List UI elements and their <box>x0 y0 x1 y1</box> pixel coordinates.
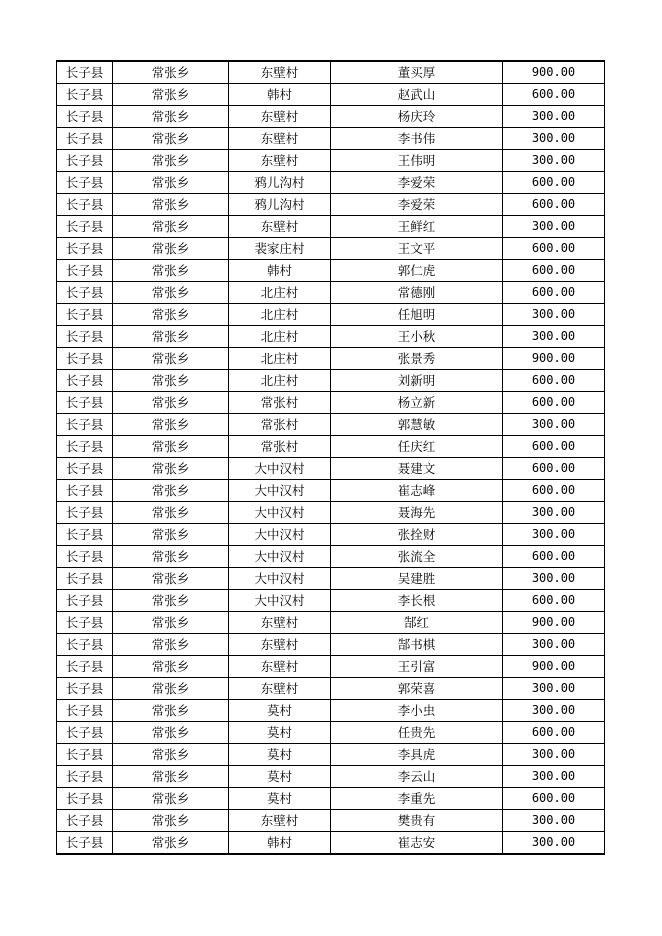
amount-cell: 600.00 <box>503 788 605 810</box>
name-cell: 郜红 <box>331 612 503 634</box>
name-cell: 李长根 <box>331 590 503 612</box>
village-cell: 大中汉村 <box>229 502 331 524</box>
county-cell: 长子县 <box>57 590 113 612</box>
amount-cell: 900.00 <box>503 61 605 84</box>
table-row <box>57 216 605 238</box>
county-cell: 长子县 <box>57 61 113 84</box>
township-cell: 常张乡 <box>113 502 229 524</box>
table-row <box>57 194 605 216</box>
table-row <box>57 810 605 832</box>
name-cell: 聂海先 <box>331 502 503 524</box>
table-row <box>57 722 605 744</box>
village-cell: 莫村 <box>229 788 331 810</box>
county-cell: 长子县 <box>57 282 113 304</box>
name-cell: 王文平 <box>331 238 503 260</box>
township-cell: 常张乡 <box>113 722 229 744</box>
table-row <box>57 678 605 700</box>
table-row <box>57 480 605 502</box>
village-cell: 大中汉村 <box>229 568 331 590</box>
name-cell: 郭慧敏 <box>331 414 503 436</box>
amount-cell: 300.00 <box>503 524 605 546</box>
township-cell: 常张乡 <box>113 568 229 590</box>
village-cell: 裴家庄村 <box>229 238 331 260</box>
township-cell: 常张乡 <box>113 832 229 855</box>
county-cell: 长子县 <box>57 326 113 348</box>
township-cell: 常张乡 <box>113 194 229 216</box>
amount-cell: 300.00 <box>503 326 605 348</box>
village-cell: 北庄村 <box>229 304 331 326</box>
village-cell: 东壁村 <box>229 612 331 634</box>
table-row <box>57 832 605 855</box>
village-cell: 莫村 <box>229 700 331 722</box>
village-cell: 东壁村 <box>229 150 331 172</box>
county-cell: 长子县 <box>57 568 113 590</box>
amount-cell: 600.00 <box>503 260 605 282</box>
amount-cell: 600.00 <box>503 194 605 216</box>
village-cell: 大中汉村 <box>229 480 331 502</box>
amount-cell: 300.00 <box>503 634 605 656</box>
village-cell: 东壁村 <box>229 106 331 128</box>
township-cell: 常张乡 <box>113 106 229 128</box>
township-cell: 常张乡 <box>113 326 229 348</box>
name-cell: 张流全 <box>331 546 503 568</box>
county-cell: 长子县 <box>57 150 113 172</box>
township-cell: 常张乡 <box>113 612 229 634</box>
table-row <box>57 392 605 414</box>
name-cell: 聂建文 <box>331 458 503 480</box>
amount-cell: 300.00 <box>503 502 605 524</box>
township-cell: 常张乡 <box>113 348 229 370</box>
name-cell: 吴建胜 <box>331 568 503 590</box>
township-cell: 常张乡 <box>113 216 229 238</box>
county-cell: 长子县 <box>57 524 113 546</box>
name-cell: 张拴财 <box>331 524 503 546</box>
county-cell: 长子县 <box>57 436 113 458</box>
table-row <box>57 128 605 150</box>
county-cell: 长子县 <box>57 304 113 326</box>
name-cell: 李书伟 <box>331 128 503 150</box>
township-cell: 常张乡 <box>113 61 229 84</box>
table-row <box>57 326 605 348</box>
township-cell: 常张乡 <box>113 480 229 502</box>
village-cell: 东壁村 <box>229 216 331 238</box>
table-row <box>57 590 605 612</box>
village-cell: 大中汉村 <box>229 524 331 546</box>
table-row <box>57 348 605 370</box>
amount-cell: 600.00 <box>503 480 605 502</box>
village-cell: 大中汉村 <box>229 546 331 568</box>
name-cell: 张景秀 <box>331 348 503 370</box>
township-cell: 常张乡 <box>113 678 229 700</box>
village-cell: 东壁村 <box>229 656 331 678</box>
township-cell: 常张乡 <box>113 436 229 458</box>
county-cell: 长子县 <box>57 612 113 634</box>
name-cell: 李具虎 <box>331 744 503 766</box>
township-cell: 常张乡 <box>113 458 229 480</box>
county-cell: 长子县 <box>57 832 113 855</box>
village-cell: 常张村 <box>229 436 331 458</box>
village-cell: 北庄村 <box>229 326 331 348</box>
village-cell: 大中汉村 <box>229 590 331 612</box>
table-row <box>57 84 605 106</box>
amount-cell: 900.00 <box>503 348 605 370</box>
county-cell: 长子县 <box>57 744 113 766</box>
county-cell: 长子县 <box>57 502 113 524</box>
name-cell: 郜书棋 <box>331 634 503 656</box>
table-row <box>57 766 605 788</box>
county-cell: 长子县 <box>57 260 113 282</box>
county-cell: 长子县 <box>57 106 113 128</box>
township-cell: 常张乡 <box>113 810 229 832</box>
amount-cell: 600.00 <box>503 546 605 568</box>
table-row <box>57 304 605 326</box>
amount-cell: 300.00 <box>503 128 605 150</box>
name-cell: 郭仁虎 <box>331 260 503 282</box>
village-cell: 莫村 <box>229 766 331 788</box>
amount-cell: 600.00 <box>503 436 605 458</box>
village-cell: 韩村 <box>229 260 331 282</box>
village-cell: 鸦儿沟村 <box>229 172 331 194</box>
name-cell: 王伟明 <box>331 150 503 172</box>
county-cell: 长子县 <box>57 172 113 194</box>
amount-cell: 300.00 <box>503 414 605 436</box>
name-cell: 李重先 <box>331 788 503 810</box>
township-cell: 常张乡 <box>113 656 229 678</box>
township-cell: 常张乡 <box>113 788 229 810</box>
amount-cell: 600.00 <box>503 722 605 744</box>
amount-cell: 300.00 <box>503 216 605 238</box>
county-cell: 长子县 <box>57 348 113 370</box>
amount-cell: 300.00 <box>503 810 605 832</box>
county-cell: 长子县 <box>57 84 113 106</box>
township-cell: 常张乡 <box>113 524 229 546</box>
village-cell: 东壁村 <box>229 61 331 84</box>
table-row <box>57 106 605 128</box>
name-cell: 王小秋 <box>331 326 503 348</box>
name-cell: 李小虫 <box>331 700 503 722</box>
village-cell: 韩村 <box>229 84 331 106</box>
township-cell: 常张乡 <box>113 414 229 436</box>
township-cell: 常张乡 <box>113 766 229 788</box>
village-cell: 莫村 <box>229 744 331 766</box>
village-cell: 东壁村 <box>229 128 331 150</box>
village-cell: 东壁村 <box>229 810 331 832</box>
name-cell: 樊贵有 <box>331 810 503 832</box>
amount-cell: 600.00 <box>503 84 605 106</box>
village-cell: 常张村 <box>229 392 331 414</box>
village-cell: 北庄村 <box>229 282 331 304</box>
township-cell: 常张乡 <box>113 744 229 766</box>
township-cell: 常张乡 <box>113 392 229 414</box>
name-cell: 常德刚 <box>331 282 503 304</box>
name-cell: 任庆红 <box>331 436 503 458</box>
township-cell: 常张乡 <box>113 634 229 656</box>
amount-cell: 600.00 <box>503 392 605 414</box>
amount-cell: 600.00 <box>503 370 605 392</box>
amount-cell: 300.00 <box>503 568 605 590</box>
name-cell: 崔志峰 <box>331 480 503 502</box>
table-row <box>57 524 605 546</box>
amount-cell: 600.00 <box>503 238 605 260</box>
county-cell: 长子县 <box>57 722 113 744</box>
village-cell: 韩村 <box>229 832 331 855</box>
county-cell: 长子县 <box>57 458 113 480</box>
village-cell: 东壁村 <box>229 678 331 700</box>
amount-cell: 300.00 <box>503 150 605 172</box>
table-row <box>57 172 605 194</box>
county-cell: 长子县 <box>57 656 113 678</box>
county-cell: 长子县 <box>57 700 113 722</box>
township-cell: 常张乡 <box>113 238 229 260</box>
amount-cell: 600.00 <box>503 172 605 194</box>
village-cell: 东壁村 <box>229 634 331 656</box>
township-cell: 常张乡 <box>113 304 229 326</box>
table-row <box>57 282 605 304</box>
table-row <box>57 370 605 392</box>
township-cell: 常张乡 <box>113 172 229 194</box>
table-row <box>57 656 605 678</box>
name-cell: 李爱荣 <box>331 172 503 194</box>
village-cell: 北庄村 <box>229 370 331 392</box>
name-cell: 董买厚 <box>331 61 503 84</box>
table-row <box>57 436 605 458</box>
county-cell: 长子县 <box>57 128 113 150</box>
table-row <box>57 634 605 656</box>
county-cell: 长子县 <box>57 238 113 260</box>
county-cell: 长子县 <box>57 414 113 436</box>
table-row <box>57 744 605 766</box>
amount-cell: 300.00 <box>503 744 605 766</box>
township-cell: 常张乡 <box>113 700 229 722</box>
township-cell: 常张乡 <box>113 260 229 282</box>
county-cell: 长子县 <box>57 766 113 788</box>
village-cell: 大中汉村 <box>229 458 331 480</box>
table-row <box>57 788 605 810</box>
table-row <box>57 502 605 524</box>
name-cell: 王鲜红 <box>331 216 503 238</box>
county-cell: 长子县 <box>57 392 113 414</box>
name-cell: 杨庆玲 <box>331 106 503 128</box>
township-cell: 常张乡 <box>113 150 229 172</box>
township-cell: 常张乡 <box>113 370 229 392</box>
county-cell: 长子县 <box>57 546 113 568</box>
county-cell: 长子县 <box>57 216 113 238</box>
village-cell: 莫村 <box>229 722 331 744</box>
name-cell: 郭荣喜 <box>331 678 503 700</box>
amount-cell: 300.00 <box>503 832 605 855</box>
table-row <box>57 150 605 172</box>
roster-table-body <box>57 61 605 854</box>
village-cell: 常张村 <box>229 414 331 436</box>
county-cell: 长子县 <box>57 810 113 832</box>
name-cell: 李云山 <box>331 766 503 788</box>
county-cell: 长子县 <box>57 788 113 810</box>
name-cell: 任旭明 <box>331 304 503 326</box>
township-cell: 常张乡 <box>113 128 229 150</box>
township-cell: 常张乡 <box>113 84 229 106</box>
table-row <box>57 260 605 282</box>
county-cell: 长子县 <box>57 370 113 392</box>
village-cell: 鸦儿沟村 <box>229 194 331 216</box>
amount-cell: 600.00 <box>503 458 605 480</box>
amount-cell: 300.00 <box>503 304 605 326</box>
amount-cell: 600.00 <box>503 590 605 612</box>
county-cell: 长子县 <box>57 480 113 502</box>
table-row <box>57 546 605 568</box>
township-cell: 常张乡 <box>113 590 229 612</box>
table-row <box>57 238 605 260</box>
township-cell: 常张乡 <box>113 546 229 568</box>
table-row <box>57 61 605 84</box>
table-row <box>57 414 605 436</box>
amount-cell: 300.00 <box>503 700 605 722</box>
amount-cell: 300.00 <box>503 678 605 700</box>
amount-cell: 300.00 <box>503 106 605 128</box>
table-row <box>57 700 605 722</box>
township-cell: 常张乡 <box>113 282 229 304</box>
name-cell: 任贵先 <box>331 722 503 744</box>
amount-cell: 300.00 <box>503 766 605 788</box>
village-cell: 北庄村 <box>229 348 331 370</box>
county-cell: 长子县 <box>57 678 113 700</box>
county-cell: 长子县 <box>57 194 113 216</box>
table-row <box>57 458 605 480</box>
name-cell: 崔志安 <box>331 832 503 855</box>
roster-table <box>56 60 605 855</box>
table-row <box>57 612 605 634</box>
name-cell: 杨立新 <box>331 392 503 414</box>
amount-cell: 600.00 <box>503 282 605 304</box>
name-cell: 王引富 <box>331 656 503 678</box>
name-cell: 赵武山 <box>331 84 503 106</box>
amount-cell: 900.00 <box>503 656 605 678</box>
name-cell: 刘新明 <box>331 370 503 392</box>
county-cell: 长子县 <box>57 634 113 656</box>
name-cell: 李爱荣 <box>331 194 503 216</box>
amount-cell: 900.00 <box>503 612 605 634</box>
table-row <box>57 568 605 590</box>
